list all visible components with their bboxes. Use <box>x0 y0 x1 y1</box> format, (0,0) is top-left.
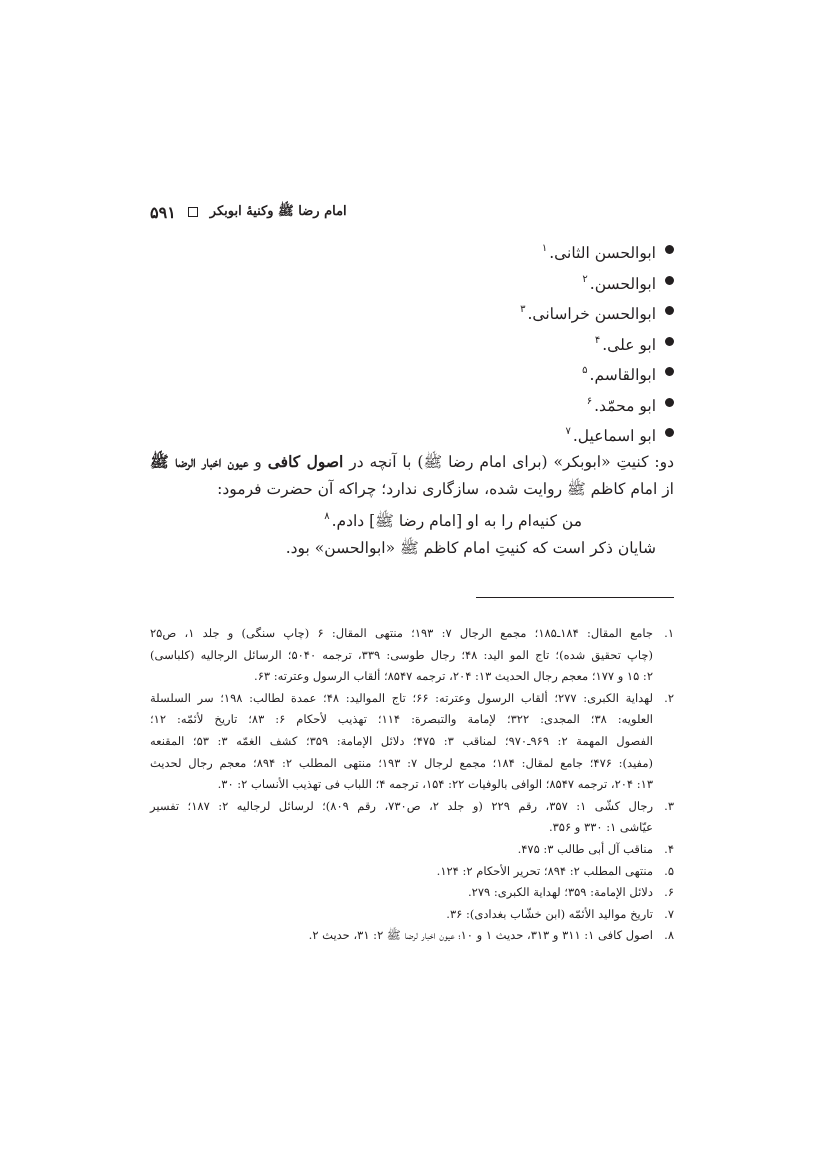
list-item <box>150 234 674 265</box>
bullet-dot-icon <box>665 398 674 407</box>
footnote-item <box>150 796 674 839</box>
bullet-dot-icon <box>665 276 674 285</box>
footnote-line: العلویه: ۳۸؛ المجدی: ۳۲۲؛ لإمامة والتبصرة: ۱۱۴؛ تهذیب لأحکام ۶: ۸۳؛ تاریخ لأئمّه: ۱۲؛ <box>150 712 654 727</box>
quote-text: من کنیه‌ام را به او [امام رضا ﷺ] دادم. <box>331 511 582 530</box>
footnote-line: اصول کافی ۱: ۳۱۱ و ۳۱۳، حدیث ۱ و ۱۰؛ عیون اخبار لرضا ﷺ ۲: ۳۱، حدیث ۲. <box>308 928 653 943</box>
square-ornament-icon <box>188 207 198 217</box>
footnote-item <box>150 882 674 904</box>
bullet-dot-icon <box>665 306 674 315</box>
list-item <box>150 356 674 387</box>
footnote-line: (چاپ تحقیق شده)؛ تاج المو الید: ۴۸؛ رجال طوسی: ۳۳۹، ترجمه ۵۰۴۰؛ الرسائل الرجالیه (کلباسی) <box>150 647 653 662</box>
paragraph-lead: دو: کنیتِ «ابوبکر» (برای امام رضا ﷺ) با آنچه در <box>343 452 674 471</box>
footnote-ref: ۳ <box>520 304 526 315</box>
list-item <box>150 295 674 326</box>
list-item-text: ابو محمّد. <box>594 396 656 415</box>
footnote-number: ۱. <box>664 626 674 640</box>
footnote-item <box>150 623 674 688</box>
footnote-ref: ۵ <box>582 365 588 376</box>
footnote-number: ۷. <box>664 906 674 921</box>
footnote-item <box>150 904 674 926</box>
kunya-list <box>150 234 674 448</box>
footnote-ref: ۲ <box>582 273 588 285</box>
footnote-number: ۴. <box>664 841 674 856</box>
bullet-dot-icon <box>665 428 674 437</box>
list-item <box>150 417 674 448</box>
footnote-item <box>150 861 674 883</box>
footnote-divider <box>476 597 674 598</box>
main-text <box>150 234 674 562</box>
body-paragraph <box>150 448 674 503</box>
footnote-ref: ۱ <box>541 243 548 254</box>
footnote-line: ۱۳: ۲۰۴، ترجمه ۸۵۴۷؛ الوافی بالوفیات ۲۲: ۱۵۴، ترجمه ۴؛ اللباب فی تهذیب الأنساب ۲: ۳۰. <box>217 777 653 792</box>
footnote-line: لهدایة الکبری: ۲۷۷؛ ألقاب الرسول وعترته: ۶۶؛ تاج الموالید: ۴۸؛ عمدة لطالب: ۱۹۸؛ سر السلسلة <box>150 690 653 705</box>
footnote-number: ۵. <box>664 863 674 878</box>
paragraph-rest: از امام کاظم ﷺ روایت شده، سازگاری ندارد؛ چراکه آن حضرت فرمود: <box>217 479 674 498</box>
footnote-line: مناقب آل أبی طالب ۳: ۴۷۵. <box>517 841 653 856</box>
footnote-number: ۲. <box>664 690 674 705</box>
running-header-title: امام رضا ﷺ وکنیهٔ ابوبکر <box>209 203 347 219</box>
closing-note: شایان ذکر است که کنیتِ امام کاظم ﷺ «ابوالحسن» بود. <box>285 538 656 557</box>
page-number: ۵۹۱ <box>150 202 176 222</box>
footnote-ref: ۸ <box>324 510 330 522</box>
list-item <box>150 265 674 296</box>
footnote-line: دلائل الإمامة: ۳۵۹؛ لهدایة الکبری: ۲۷۹. <box>467 885 653 900</box>
footnote-ref: ۴ <box>594 334 601 346</box>
source-title: عیون اخبار الرضا ﷺ <box>150 451 249 471</box>
list-item <box>150 326 674 357</box>
footnote-line: تاریخ موالید الأئمّه (ابن خشّاب بغدادی): ۳۶. <box>446 906 653 921</box>
bullet-dot-icon <box>665 367 674 376</box>
footnote-line: عیّاشی ۱: ۳۳۰ و ۳۵۶. <box>548 820 653 835</box>
running-header <box>150 200 674 224</box>
footnote-item <box>150 688 674 796</box>
footnote-line: (مفید): ۴۷۶؛ جامع لمقال: ۱۸۴؛ مجمع لرجال ۷: ۱۹۳؛ منتهی المطلب ۲: ۸۹۴؛ معجم رجال لحدیث <box>150 755 654 770</box>
source-title: اصول کافی <box>267 451 344 471</box>
footnote-number: ۸. <box>664 928 674 943</box>
footnote-ref: ۷ <box>565 426 571 437</box>
list-item <box>150 387 674 418</box>
footnote-item <box>150 925 674 947</box>
bullet-dot-icon <box>665 245 674 254</box>
footnote-line: ۲: ۱۵ و ۱۷۷؛ معجم رجال الحدیث ۱۳: ۲۰۴، ترجمه ۸۵۴۷؛ ألقاب الرسول وعترته: ۶۳. <box>254 669 653 684</box>
footnote-line: رجال کشّی ۱: ۳۵۷، رقم ۲۲۹ (و جلد ۲، ص۷۳۰، رقم ۸۰۹)؛ لرسائل لرجالیه ۲: ۱۸۷؛ تفسیر <box>150 798 654 813</box>
list-item-text: ابو اسماعیل. <box>572 427 656 445</box>
list-item-text: ابوالحسن. <box>589 274 656 293</box>
footnote-line: الفصول المهمة ۲: ۹۶۹ـ۹۷۰؛ لمناقب ۳: ۴۷۵؛ دلائل الإمامة: ۳۵۹؛ کشف الغمّه ۳: ۵۳؛ المقنعه <box>150 733 653 748</box>
quoted-saying <box>150 503 674 535</box>
footnote-line: جامع المقال: ۱۸۴ـ۱۸۵؛ مجمع الرجال ۷: ۱۹۳؛ منتهی المقال: ۶ (چاپ سنگی) و جلد ۱، ص۲۵ <box>150 626 653 640</box>
list-item-text: ابوالقاسم. <box>589 366 656 384</box>
list-item-text: ابوالحسن الثانی. <box>549 244 656 262</box>
footnotes <box>150 623 674 947</box>
footnote-number: ۳. <box>664 798 674 813</box>
list-item-text: ابوالحسن خراسانی. <box>527 305 656 323</box>
list-item-text: ابو علی. <box>602 335 656 354</box>
paragraph-conj: و <box>248 452 268 471</box>
footnote-ref: ۶ <box>586 395 593 407</box>
footnote-line: منتهی المطلب ۲: ۸۹۴؛ تحریر الأحکام ۲: ۱۲۴. <box>436 863 653 878</box>
bullet-dot-icon <box>665 337 674 346</box>
footnote-item <box>150 839 674 861</box>
footnote-number: ۶. <box>664 885 674 900</box>
